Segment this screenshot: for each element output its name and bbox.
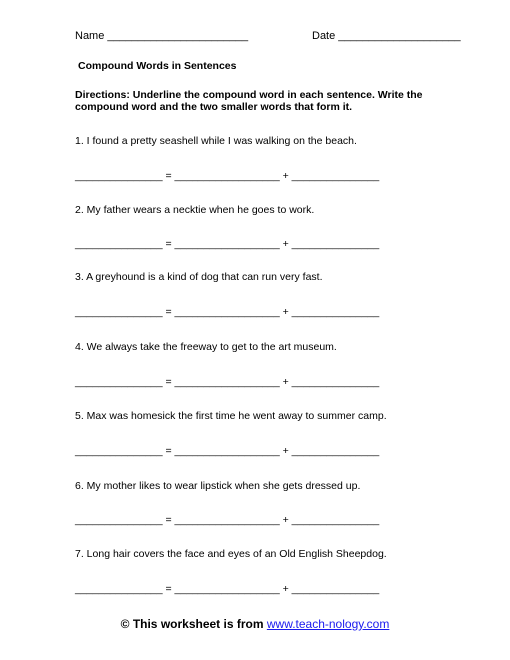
question-1-sentence: 1. I found a pretty seashell while I was walking on the beach. xyxy=(75,135,357,147)
question-3-sentence: 3. A greyhound is a kind of dog that can run very fast. xyxy=(75,271,323,283)
question-4-answer-line: _______________ = __________________ + _______________ xyxy=(75,376,380,388)
question-6-sentence: 6. My mother likes to wear lipstick when she gets dressed up. xyxy=(75,480,361,492)
copyright-footer xyxy=(0,617,510,631)
date-field-label: Date ____________________ xyxy=(312,30,461,42)
directions-text: Directions: Underline the compound word in each sentence. Write the compound word and the two smaller words that form it. xyxy=(75,89,423,113)
worksheet-title: Compound Words in Sentences xyxy=(78,60,237,72)
question-4-sentence: 4. We always take the freeway to get to the art museum. xyxy=(75,341,337,353)
name-field-label: Name _______________________ xyxy=(75,30,249,42)
question-2-answer-line: _______________ = __________________ + _______________ xyxy=(75,238,380,250)
question-2-sentence: 2. My father wears a necktie when he goes to work. xyxy=(75,204,315,216)
question-7-sentence: 7. Long hair covers the face and eyes of an Old English Sheepdog. xyxy=(75,548,387,560)
question-5-sentence: 5. Max was homesick the first time he went away to summer camp. xyxy=(75,410,387,422)
question-6-answer-line: _______________ = __________________ + _______________ xyxy=(75,514,380,526)
teach-nology-link[interactable]: www.teach-nology.com xyxy=(266,617,390,631)
footer-prefix: © This worksheet is from xyxy=(120,617,267,631)
question-3-answer-line: _______________ = __________________ + _______________ xyxy=(75,306,380,318)
question-5-answer-line: _______________ = __________________ + _______________ xyxy=(75,445,380,457)
question-1-answer-line: _______________ = __________________ + _______________ xyxy=(75,170,380,182)
question-7-answer-line: _______________ = __________________ + _______________ xyxy=(75,583,380,595)
